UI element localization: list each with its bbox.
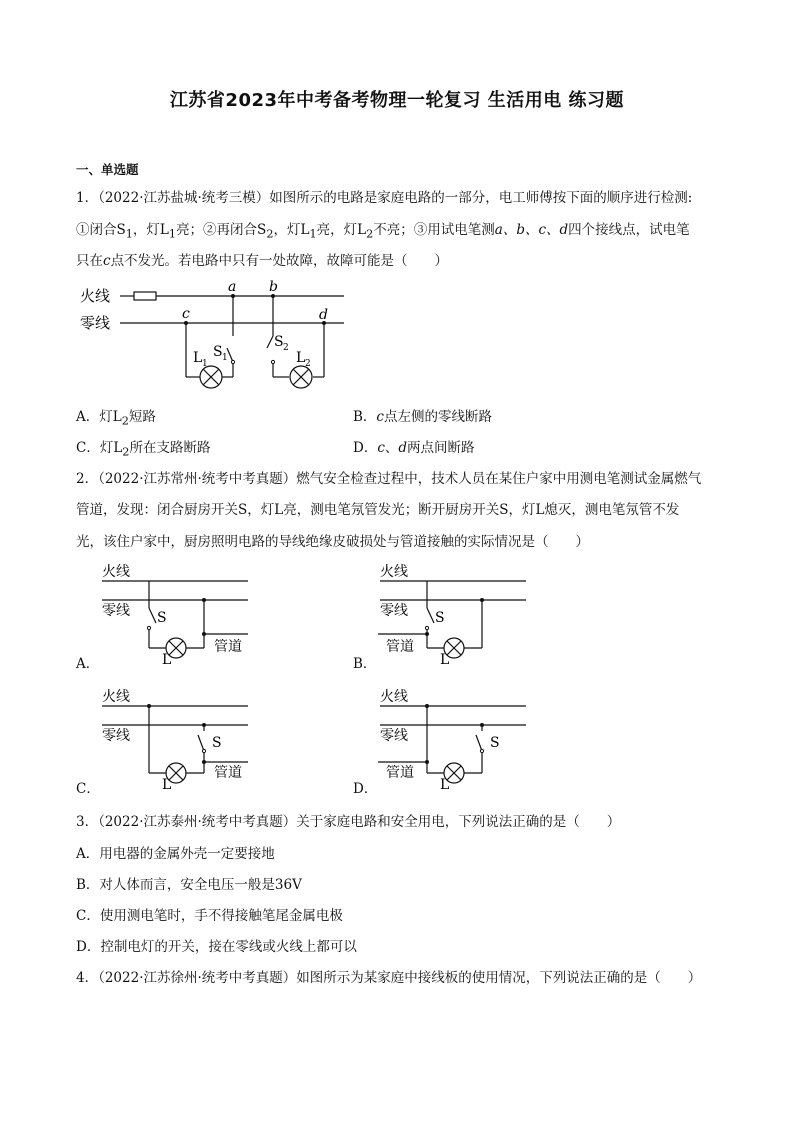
section-heading: 一、单选题 xyxy=(76,162,139,177)
q1-text: 点左侧的零线断路 xyxy=(383,409,492,425)
pipe-label: 管道 xyxy=(214,765,242,781)
q1-text: c xyxy=(377,440,385,456)
q1-line-2 xyxy=(76,218,726,241)
neutral-wire-label: 零线 xyxy=(102,728,130,744)
q3-option-d[interactable]: D．控制电灯的开关，接在零线或火线上都可以 xyxy=(76,939,357,955)
q4-line-1: 4．（2022·江苏徐州·统考中考真题）如图所示为某家庭中接线板的使用情况，下列说法正确的是（ ） xyxy=(76,970,702,986)
switch-s1-label: S xyxy=(213,344,223,360)
lamp-label: L xyxy=(440,777,450,791)
switch-label: S xyxy=(157,610,167,626)
q1-text: 点不发光。若电路中只有一处故障，故障可能是（ ） xyxy=(110,253,449,269)
lamp-label: L xyxy=(162,777,172,791)
q1-sub: 1 xyxy=(168,227,177,241)
switch-s2-sub: 2 xyxy=(283,343,289,353)
live-wire-label: 火线 xyxy=(102,689,130,705)
q2-line-2: 管道，发现：闭合厨房开关S，灯L亮，测电笔氖管发光；断开厨房开关S，灯L熄灭，测电笔氖管不发 xyxy=(76,502,680,518)
q1-text: 所在支路断路 xyxy=(129,440,211,456)
live-wire-label: 火线 xyxy=(380,564,408,580)
q2-diagram-d xyxy=(374,685,534,791)
q1-text: c xyxy=(103,253,111,269)
q1-sub: 2 xyxy=(366,227,374,241)
q1-option-c[interactable] xyxy=(76,436,210,459)
q3-option-a[interactable]: A．用电器的金属外壳一定要接地 xyxy=(76,846,275,862)
q1-text: 短路 xyxy=(128,409,156,425)
q1-sub: 1 xyxy=(309,227,317,241)
lamp-label: L xyxy=(440,652,450,666)
q1-sub: 2 xyxy=(266,227,274,241)
live-wire-label: 火线 xyxy=(102,564,130,580)
lamp-l2-label: L xyxy=(296,350,306,366)
q1-line-1: 1．（2022·江苏盐城·统考三模）如图所示的电路是家庭电路的一部分，电工师傅按下面的顺序进行检测: xyxy=(76,190,693,206)
point-c-label: c xyxy=(182,306,190,322)
q1-text: B． xyxy=(353,409,377,425)
live-wire-label: 火线 xyxy=(80,287,111,305)
lamp-l1-label: L xyxy=(193,350,203,366)
q1-text: 、 xyxy=(384,440,399,456)
q1-option-b[interactable] xyxy=(353,405,492,425)
q2-option-b[interactable]: B． xyxy=(353,656,377,672)
q2-line-3: 光，该住户家中，厨房照明电路的导线绝缘皮破损处与管道接触的实际情况是（ ） xyxy=(76,534,589,550)
q1-option-a[interactable] xyxy=(76,405,156,428)
q2-line-1: 2．（2022·江苏常州·统考中考真题）燃气安全检查过程中，技术人员在某住户家中用测电笔测试金属燃气 xyxy=(76,471,702,487)
switch-s2-label: S xyxy=(274,334,284,350)
point-a-label: a xyxy=(228,279,237,295)
q1-text: D． xyxy=(353,440,378,456)
q2-diagram-b xyxy=(374,560,534,666)
q1-text: 两点间断路 xyxy=(407,440,475,456)
q1-text: ，灯L xyxy=(273,222,310,238)
pipe-label: 管道 xyxy=(386,639,414,655)
q1-text: ，灯L xyxy=(132,222,169,238)
q1-line-3 xyxy=(76,249,726,269)
switch-label: S xyxy=(435,610,445,626)
q1-text: C．灯L xyxy=(76,440,123,456)
q3-option-b[interactable]: B．对人体而言，安全电压一般是36V xyxy=(76,877,302,893)
live-wire-label: 火线 xyxy=(380,689,408,705)
q1-sub: 1 xyxy=(125,227,133,241)
q3-line-1: 3．（2022·江苏泰州·统考中考真题）关于家庭电路和安全用电，下列说法正确的是（ ） xyxy=(76,814,621,830)
q2-diagram-a xyxy=(96,560,256,666)
lamp-l2-sub: 2 xyxy=(305,359,311,369)
q2-option-a[interactable]: A． xyxy=(76,656,100,672)
neutral-wire-label: 零线 xyxy=(80,314,111,332)
q1-points: a、b、c、d xyxy=(494,222,569,238)
q1-text: 亮；②再闭合S xyxy=(176,222,267,238)
q1-text: c xyxy=(376,409,384,425)
switch-s1-sub: 1 xyxy=(222,353,228,363)
q1-text: 四个接线点，试电笔 xyxy=(568,222,690,238)
q1-text: ①闭合S xyxy=(76,222,126,238)
q1-sub: 2 xyxy=(122,445,130,459)
pipe-label: 管道 xyxy=(386,765,414,781)
q1-sub: 2 xyxy=(121,414,129,428)
q1-text: 不亮；③用试电笔测 xyxy=(373,222,495,238)
point-b-label: b xyxy=(269,279,278,295)
q2-option-d[interactable]: D． xyxy=(353,781,378,797)
switch-label: S xyxy=(212,735,222,751)
q1-text: 亮，灯L xyxy=(316,222,367,238)
switch-label: S xyxy=(490,735,500,751)
q1-text: A．灯L xyxy=(76,409,122,425)
q3-option-c[interactable]: C．使用测电笔时，手不得接触笔尾金属电极 xyxy=(76,908,343,924)
point-d-label: d xyxy=(319,307,328,323)
q1-option-d[interactable] xyxy=(353,436,475,456)
neutral-wire-label: 零线 xyxy=(380,728,408,744)
neutral-wire-label: 零线 xyxy=(102,603,130,619)
q1-circuit-diagram xyxy=(76,276,366,394)
q2-diagram-c xyxy=(96,685,256,791)
lamp-label: L xyxy=(162,652,172,666)
neutral-wire-label: 零线 xyxy=(380,603,408,619)
q1-text: d xyxy=(398,440,408,456)
q2-option-c[interactable]: C． xyxy=(76,781,100,797)
pipe-label: 管道 xyxy=(214,639,242,655)
page-title: 江苏省2023年中考备考物理一轮复习 生活用电 练习题 xyxy=(169,90,625,111)
lamp-l1-sub: 1 xyxy=(202,359,208,369)
q1-text: 只在 xyxy=(76,253,103,269)
